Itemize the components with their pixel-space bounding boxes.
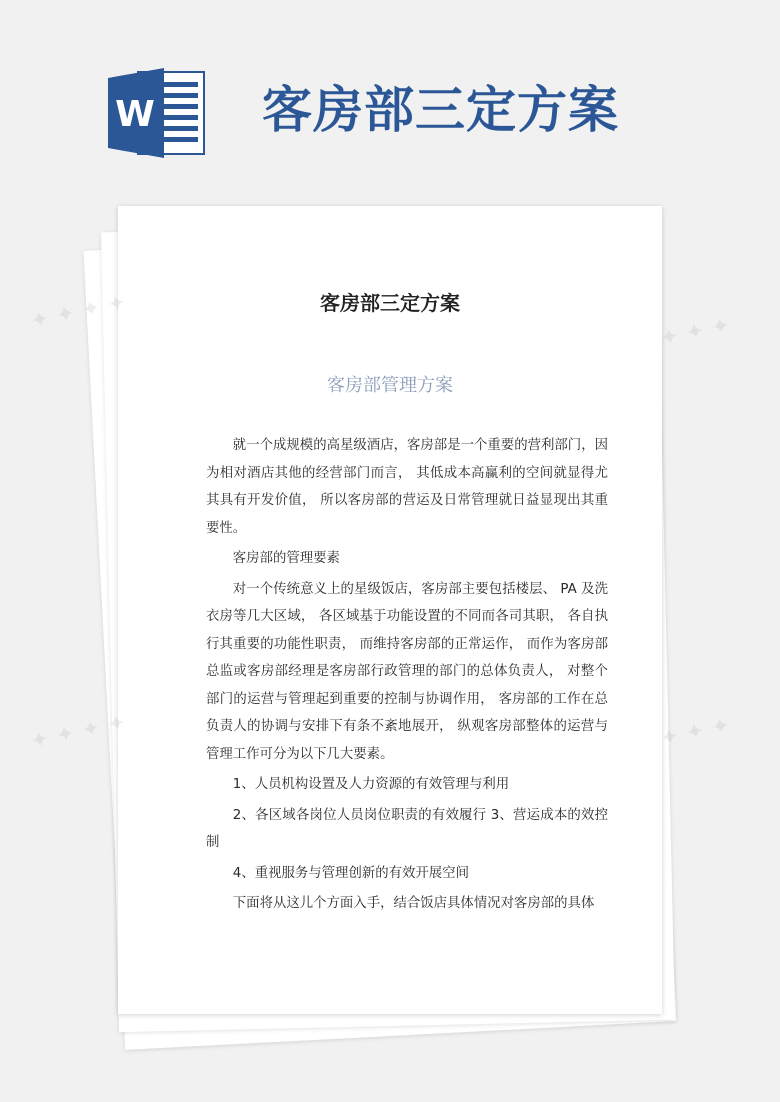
watermark: ✦ ✦ ✦ bbox=[658, 712, 733, 753]
watermark: ✦ ✦ ✦ ✦ bbox=[28, 290, 129, 335]
word-icon-letter: W bbox=[115, 94, 155, 135]
watermark: ✦ ✦ ✦ bbox=[658, 312, 733, 353]
paragraph: 对一个传统意义上的星级饭店，客房部主要包括楼层、 PA 及洗衣房等几大区域， 各区域基于功能设置的不同而各司其职， 各自执行其重要的功能性职责， 而维持客房部的正常运作， 而作为客房部总监或客房部经理是客房部行政管理的部门的总体负责人， 对整个部门的运营与管理起到重要的控制与协调作用， 客房部的工作在总负责人的协调与安排下有条不紊地展开， 纵观客房部整体的运营与管理工作可分为以下几大要素。 bbox=[206, 581, 608, 762]
document-title: 客房部三定方案 bbox=[320, 291, 460, 315]
paragraph: 下面将从这儿个方面入手，结合饭店具体情况对客房部的具体 bbox=[232, 896, 595, 911]
list-item: 2、各区域各岗位人员岗位职责的有效履行 3、营运成本的效控制 bbox=[206, 807, 608, 850]
section-heading: 客房部的管理要素 bbox=[232, 551, 340, 566]
document-subtitle: 客房部管理方案 bbox=[327, 375, 453, 396]
list-item: 4、重视服务与管理创新的有效开展空间 bbox=[232, 865, 469, 881]
document-page bbox=[118, 206, 662, 1014]
list-item: 1、人员机构设置及人力资源的有效管理与利用 bbox=[232, 777, 510, 792]
watermark: ✦ ✦ ✦ ✦ bbox=[28, 710, 129, 755]
word-document-icon bbox=[108, 68, 208, 158]
document-body bbox=[206, 432, 608, 921]
banner-title: 客房部三定方案 bbox=[262, 81, 619, 139]
paragraph: 就一个成规模的高星级酒店，客房部是一个重要的营利部门，因为相对酒店其他的经营部门而言， 其低成本高赢利的空间就显得尤其具有开发价值， 所以客房部的营运及日常管理就日益显现出其重要性。 bbox=[206, 438, 608, 536]
